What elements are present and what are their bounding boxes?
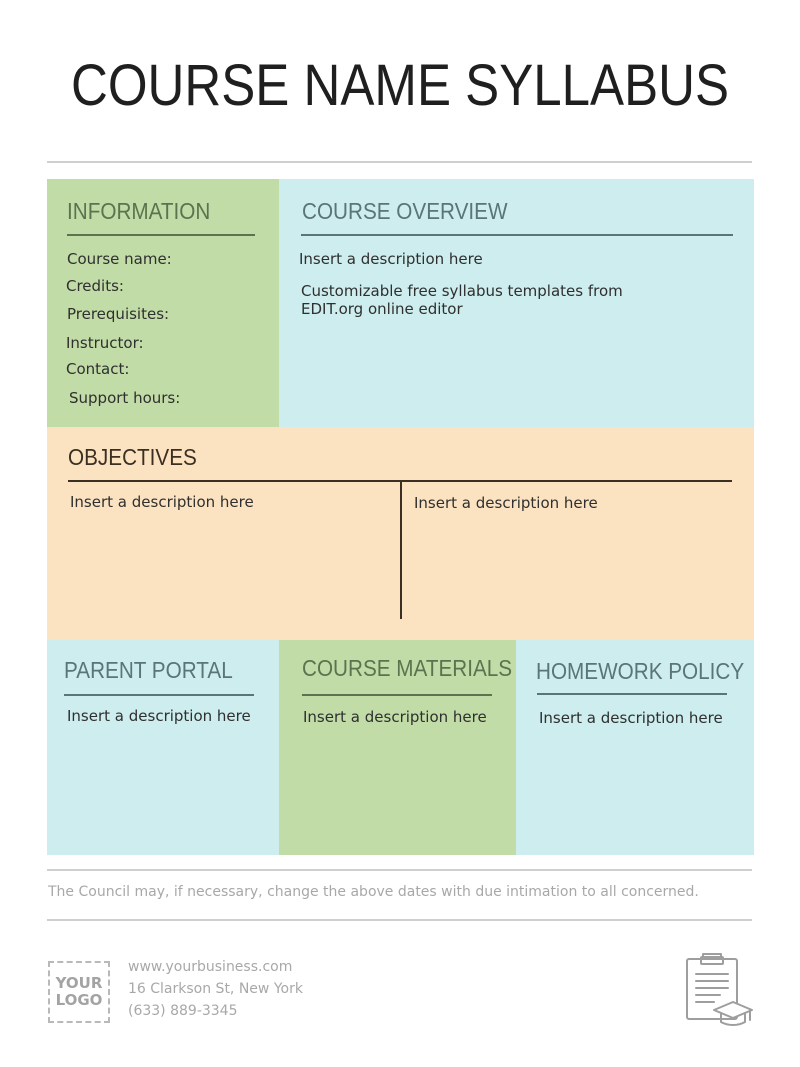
objectives-left-description: Insert a description here bbox=[70, 493, 254, 511]
course-overview-divider bbox=[301, 234, 733, 236]
homework-policy-description: Insert a description here bbox=[539, 709, 723, 727]
course-materials-section bbox=[279, 640, 516, 855]
note-bottom-divider bbox=[47, 919, 752, 921]
field-credits: Credits: bbox=[66, 277, 124, 295]
course-overview-section bbox=[279, 179, 754, 427]
field-course-name: Course name: bbox=[67, 250, 172, 268]
footer-note: The Council may, if necessary, change the above dates with due intimation to all concerned. bbox=[48, 884, 699, 900]
field-support-hours: Support hours: bbox=[69, 389, 181, 407]
course-materials-heading: COURSE MATERIALS bbox=[302, 655, 513, 681]
objectives-heading: OBJECTIVES bbox=[68, 444, 197, 470]
objectives-right-description: Insert a description here bbox=[414, 494, 598, 512]
website: www.yourbusiness.com bbox=[128, 959, 293, 975]
homework-policy-heading: HOMEWORK POLICY bbox=[536, 658, 745, 684]
information-divider bbox=[67, 234, 255, 236]
objectives-section bbox=[47, 427, 754, 640]
objectives-column-divider bbox=[400, 481, 402, 619]
field-prerequisites: Prerequisites: bbox=[67, 305, 170, 323]
logo-placeholder bbox=[48, 961, 110, 1023]
phone: (633) 889-3345 bbox=[128, 1003, 238, 1019]
logo-text-line-1: YOUR bbox=[55, 974, 103, 992]
course-materials-divider bbox=[302, 694, 492, 696]
parent-portal-description: Insert a description here bbox=[67, 707, 251, 725]
course-overview-description: Insert a description here bbox=[299, 250, 483, 268]
parent-portal-section bbox=[47, 640, 279, 855]
information-section bbox=[47, 179, 279, 427]
parent-portal-divider bbox=[64, 694, 254, 696]
top-divider bbox=[47, 161, 752, 163]
note-top-divider bbox=[47, 869, 752, 871]
course-materials-description: Insert a description here bbox=[303, 708, 487, 726]
field-instructor: Instructor: bbox=[66, 334, 144, 352]
course-overview-line-1: Customizable free syllabus templates from bbox=[301, 282, 623, 300]
homework-policy-divider bbox=[537, 693, 727, 695]
course-overview-heading: COURSE OVERVIEW bbox=[302, 198, 508, 224]
page-title: COURSE NAME SYLLABUS bbox=[70, 53, 730, 118]
field-contact: Contact: bbox=[66, 360, 130, 378]
information-heading: INFORMATION bbox=[67, 198, 211, 224]
homework-policy-section bbox=[516, 640, 754, 855]
clipboard-graduation-cap-icon bbox=[684, 950, 756, 1030]
logo-text-line-2: LOGO bbox=[55, 991, 103, 1009]
address: 16 Clarkson St, New York bbox=[128, 981, 303, 997]
parent-portal-heading: PARENT PORTAL bbox=[64, 657, 233, 683]
course-overview-line-2: EDIT.org online editor bbox=[301, 300, 463, 318]
